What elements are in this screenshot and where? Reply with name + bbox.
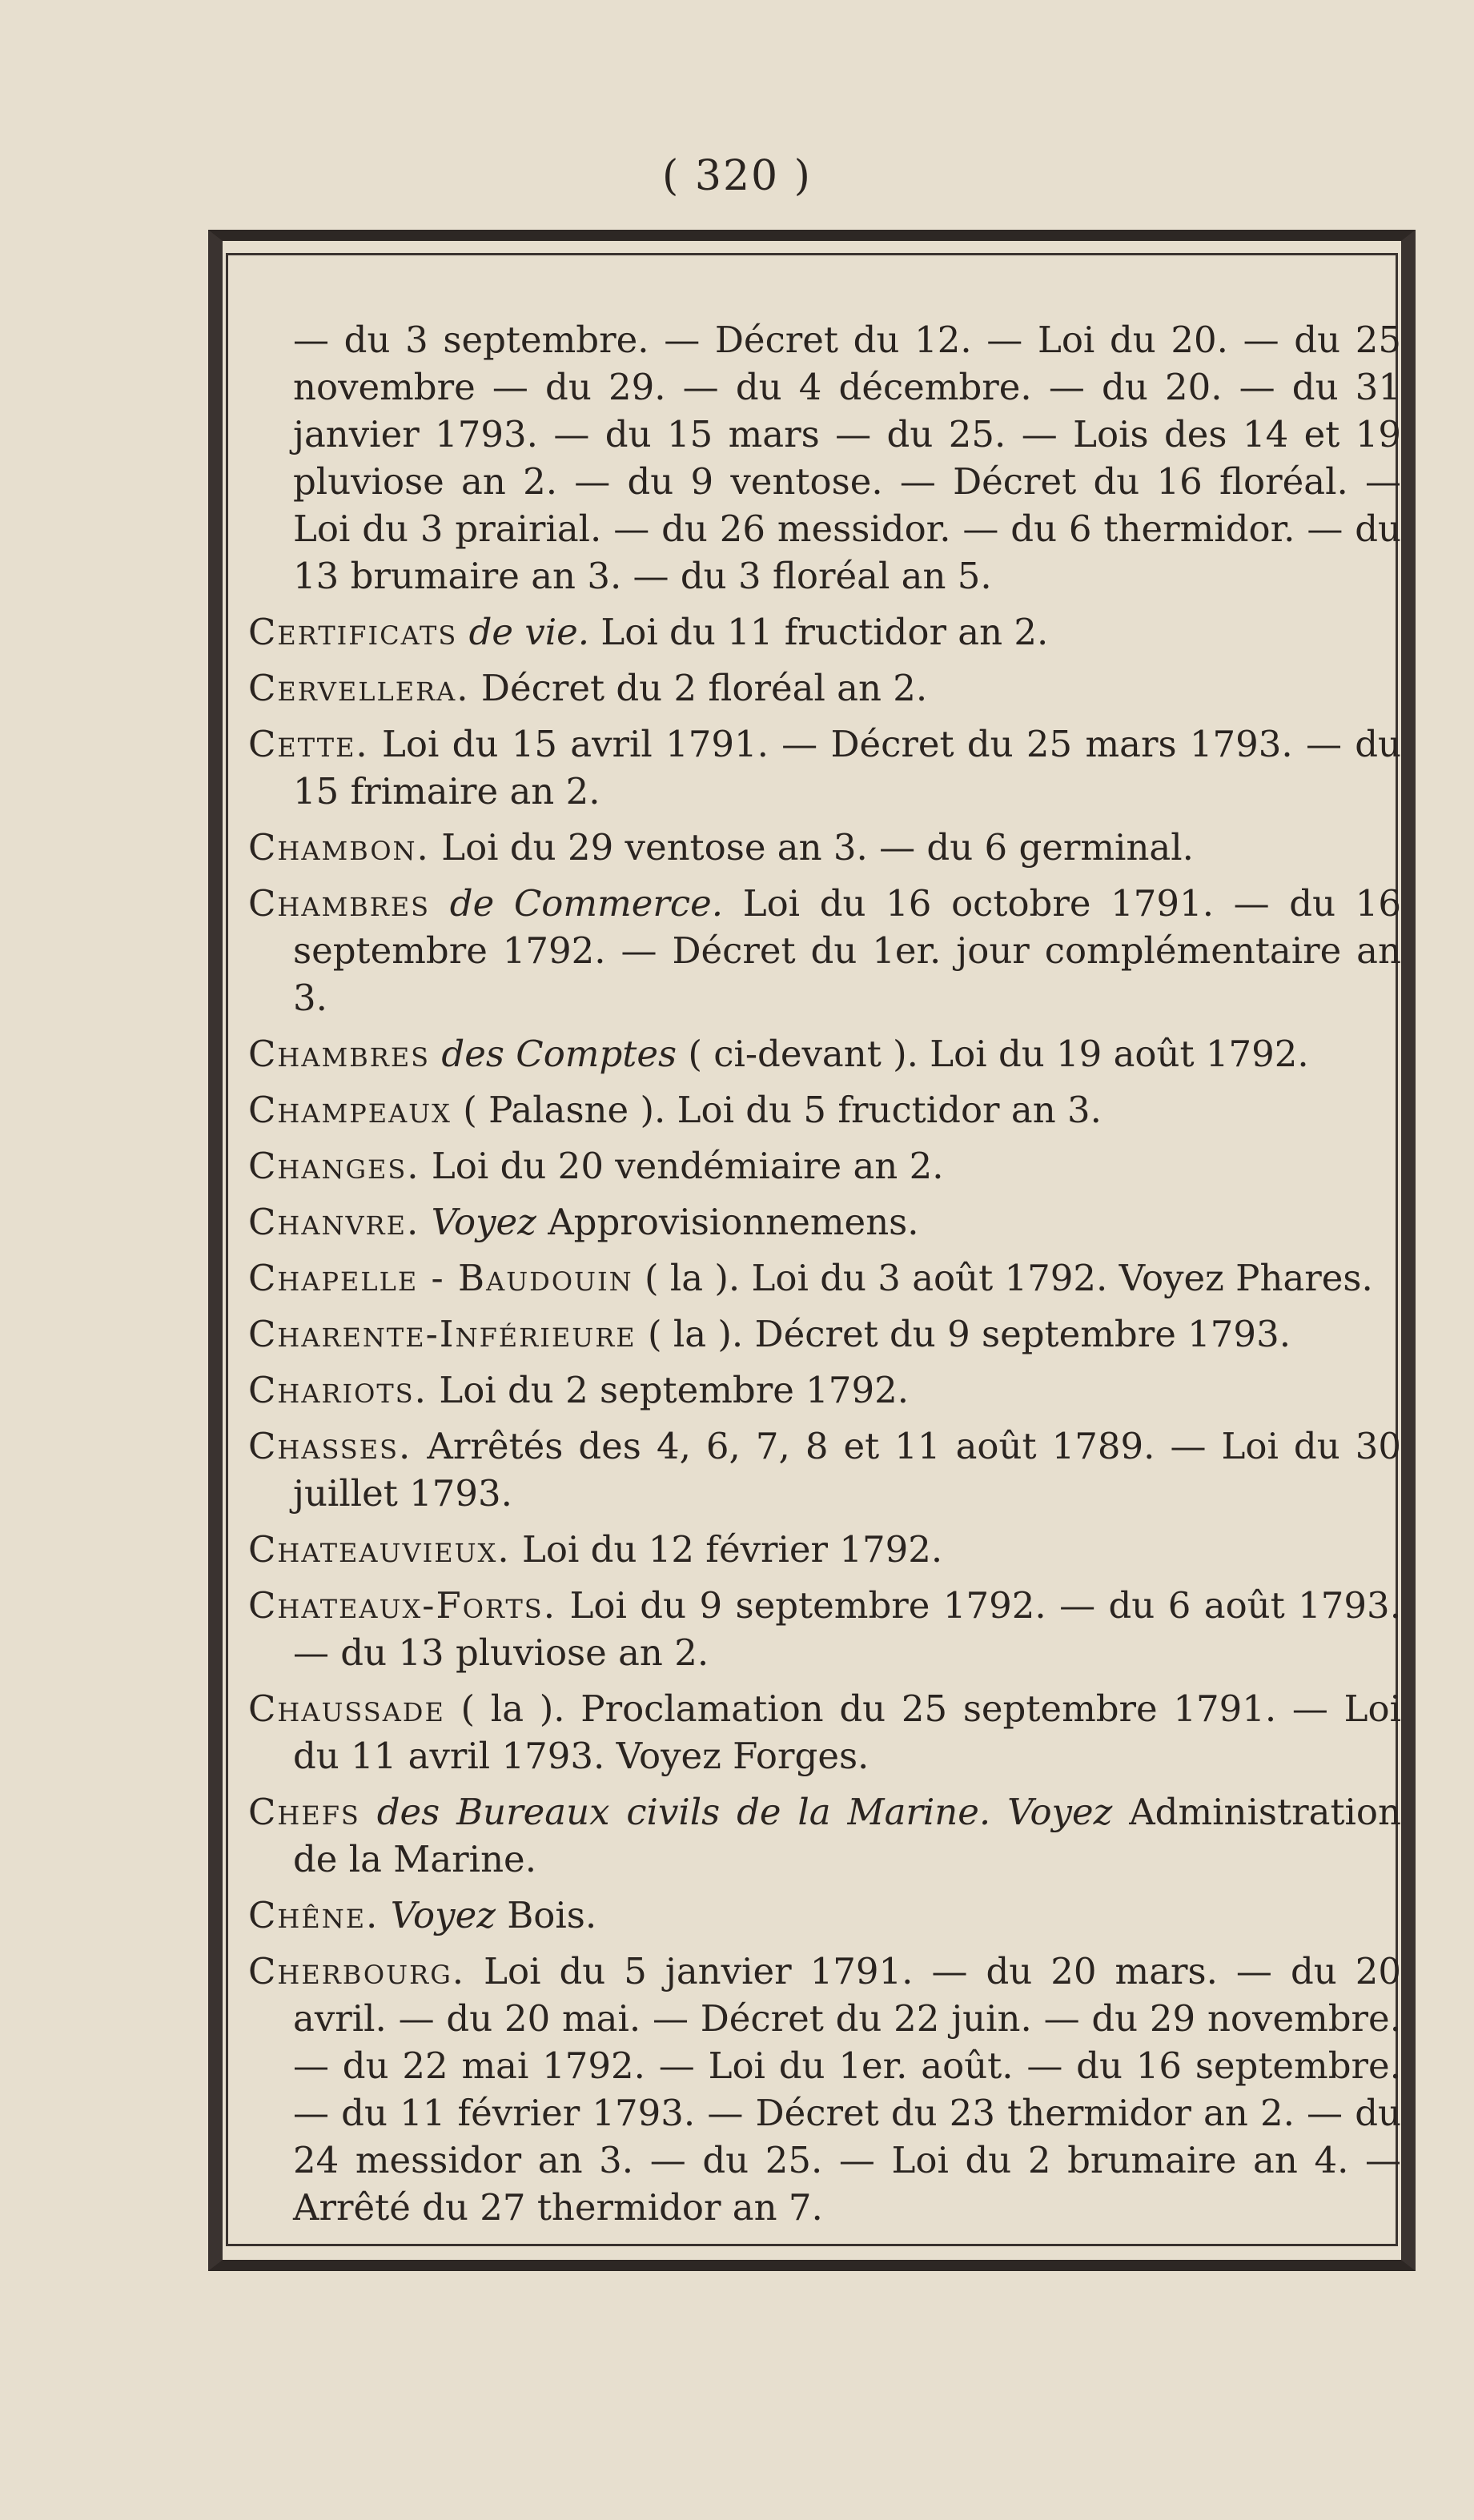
entry-heading: Chariots. <box>248 1369 428 1411</box>
entry-qualifier: Voyez <box>390 1894 496 1936</box>
index-entry <box>248 1788 1401 1883</box>
index-entry <box>248 1030 1401 1077</box>
entry-text: ( la ). Proclamation du 25 septembre 1791. — Loi du 11 avril 1793. Voyez Forges. <box>293 1687 1401 1777</box>
entry-qualifier: Voyez <box>431 1201 536 1243</box>
entry-qualifier: de vie. <box>468 611 590 653</box>
entry-heading: Chambres <box>248 882 431 925</box>
entry-heading: Chambres <box>248 1033 431 1075</box>
index-entry <box>248 720 1401 815</box>
entry-qualifier: des Comptes <box>441 1033 677 1075</box>
entry-qualifier: de Commerce. <box>449 882 724 925</box>
index-entry <box>248 1685 1401 1780</box>
entry-text: Loi du 11 fructidor an 2. <box>600 611 1049 653</box>
index-entry <box>248 608 1401 656</box>
entry-heading: Chêne. <box>248 1894 380 1936</box>
entry-text: ( la ). Loi du 3 août 1792. Voyez Phares. <box>644 1257 1373 1299</box>
index-entry <box>248 824 1401 871</box>
entry-heading: Certificats <box>248 611 458 653</box>
index-entry <box>248 1948 1401 2231</box>
index-entry <box>248 1582 1401 1676</box>
entry-text: Loi du 29 ventose an 3. — du 6 germinal. <box>441 826 1194 869</box>
entry-text: Administration de la Marine. <box>293 1791 1401 1880</box>
entry-heading: Cervellera. <box>248 667 470 709</box>
entry-text: Loi du 12 février 1792. <box>521 1528 943 1571</box>
entry-heading: Chanvre. <box>248 1201 420 1243</box>
entry-text: ( ci-devant ). Loi du 19 août 1792. <box>688 1033 1309 1075</box>
entry-heading: Charente-Inférieure <box>248 1313 637 1355</box>
entry-heading: Chateaux-Forts. <box>248 1584 557 1627</box>
index-entry <box>248 1423 1401 1517</box>
entry-heading: Chambon. <box>248 826 430 869</box>
entry-heading: Chateauvieux. <box>248 1528 511 1571</box>
entry-heading: Chasses. <box>248 1425 412 1467</box>
entry-heading: Chapelle - Baudouin <box>248 1257 633 1299</box>
index-entry <box>248 664 1401 712</box>
entry-text: Loi du 16 octobre 1791. — du 16 septembre 1792. — Décret du 1er. jour complémentaire an 3. <box>293 882 1402 1019</box>
entry-text: Loi du 9 septembre 1792. — du 6 août 1793. — du 13 pluviose an 2. <box>293 1584 1401 1674</box>
index-entry <box>248 1198 1401 1246</box>
index-entry <box>248 1526 1401 1573</box>
entry-heading: Cherbourg. <box>248 1950 466 1992</box>
index-entry <box>248 1892 1401 1939</box>
index-entry <box>248 1086 1401 1134</box>
entry-text: Loi du 15 avril 1791. — Décret du 25 mars 1793. — du 15 frimaire an 2. <box>293 723 1401 813</box>
continued-entry: — du 3 septembre. — Décret du 12. — Loi du 20. — du 25 novembre — du 29. — du 4 décembre. — du 20. — du 31 janvier 1793. — du 15 mars — du 25. — Lois des 14 et 19 pluviose an 2. — du 9 ventose. — Décret du 16 floréal. — Loi du 3 prairial. — du 26 messidor. — du 6 thermidor. — du 13 brumaire an 3. — du 3 floréal an 5. <box>293 319 1401 597</box>
entry-text: Loi du 2 septembre 1792. <box>439 1369 910 1411</box>
index-entry <box>248 880 1401 1021</box>
entry-text: Décret du 2 floréal an 2. <box>480 667 928 709</box>
entry-qualifier: des Bureaux civils de la Marine. Voyez <box>376 1791 1113 1833</box>
index-entry <box>248 1310 1401 1358</box>
entry-text: ( Palasne ). Loi du 5 fructidor an 3. <box>463 1089 1102 1131</box>
entry-text: Bois. <box>507 1894 597 1936</box>
entry-heading: Champeaux <box>248 1089 452 1131</box>
entry-text: ( la ). Décret du 9 septembre 1793. <box>647 1313 1291 1355</box>
entry-text: Loi du 5 janvier 1791. — du 20 mars. — du 20 avril. — du 20 mai. — Décret du 22 juin. — du 29 novembre. — du 22 mai 1792. — Loi du 1er. août. — du 16 septembre. — du 11 février 1793. — Décret du 23 thermidor an 2. — du 24 messidor an 3. — du 25. — Loi du 2 brumaire an 4. — Arrêté du 27 thermidor an 7. <box>293 1950 1401 2229</box>
entry-text: Arrêtés des 4, 6, 7, 8 et 11 août 1789. — Loi du 30 juillet 1793. <box>293 1425 1401 1515</box>
entry-text: Loi du 20 vendémiaire an 2. <box>431 1145 944 1187</box>
index-entry <box>248 1142 1401 1190</box>
page-number: ( 320 ) <box>662 152 812 200</box>
index-entries <box>248 316 1401 2240</box>
entry-text: Approvisionnemens. <box>548 1201 919 1243</box>
entry-heading: Chaussade <box>248 1687 445 1730</box>
index-entry <box>248 1366 1401 1414</box>
index-entry <box>248 1254 1401 1302</box>
entry-heading: Chefs <box>248 1791 360 1833</box>
entry-heading: Changes. <box>248 1145 420 1187</box>
entry-heading: Cette. <box>248 723 369 765</box>
